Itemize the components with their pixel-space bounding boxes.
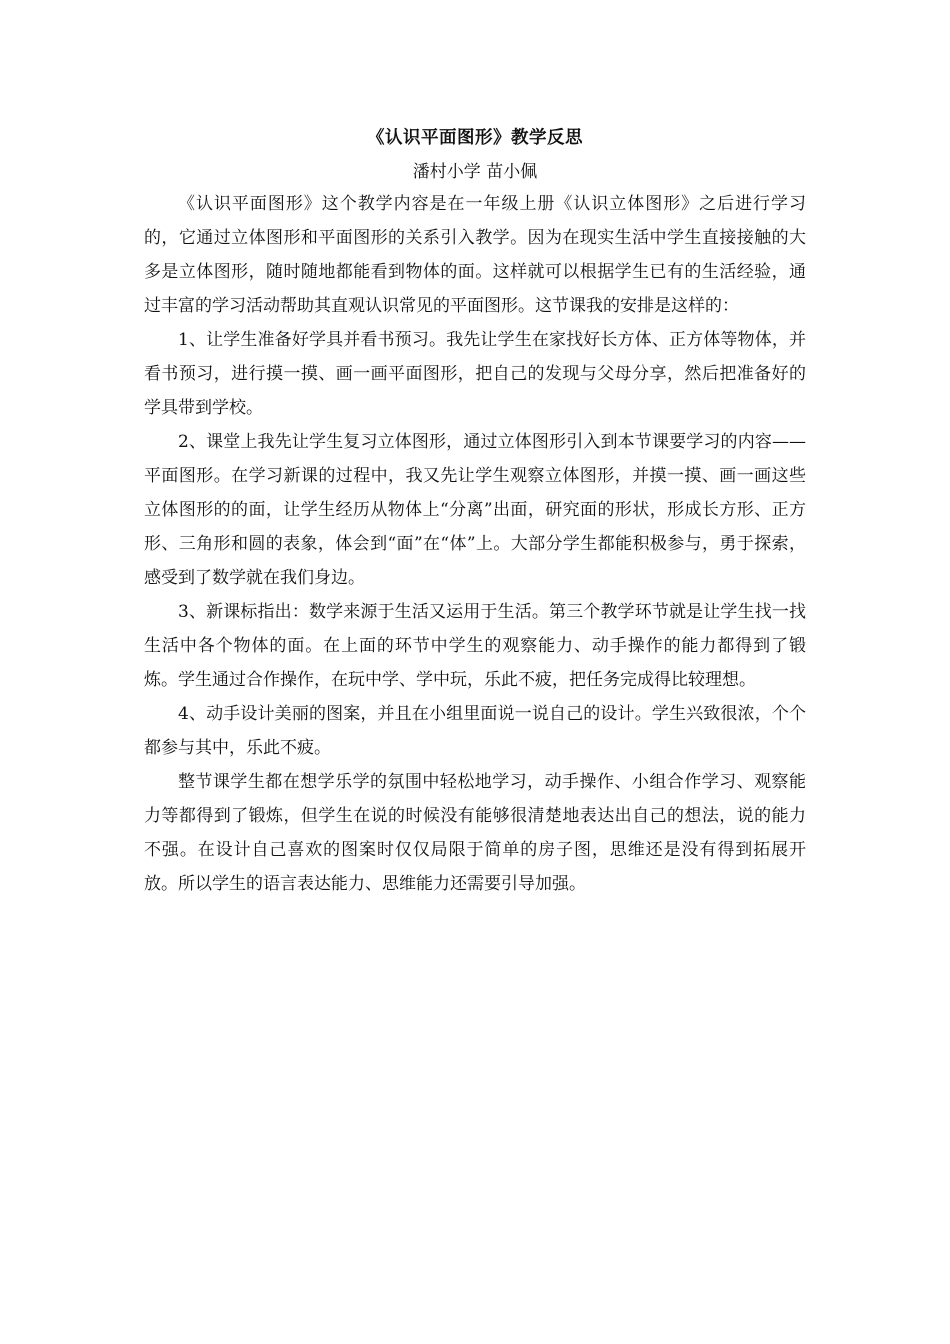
paragraph-step-3: 3、新课标指出：数学来源于生活又运用于生活。第三个教学环节就是让学生找一找生活中各个物体的面。在上面的环节中学生的观察能力、动手操作的能力都得到了锻炼。学生通过合作操作，在玩中学、学中玩，乐此不疲，把任务完成得比较理想。	[144, 602, 806, 690]
paragraph-intro: 《认识平面图形》这个教学内容是在一年级上册《认识立体图形》之后进行学习的，它通过立体图形和平面图形的关系引入教学。因为在现实生活中学生直接接触的大多是立体图形，随时随地都能看到物体的面。这样就可以根据学生已有的生活经验，通过丰富的学习活动帮助其直观认识常见的平面图形。这节课我的安排是这样的：	[144, 194, 806, 316]
document-author: 潘村小学 苗小佩	[412, 162, 538, 182]
paragraph-step-1: 1、让学生准备好学具并看书预习。我先让学生在家找好长方体、正方体等物体，并看书预习，进行摸一摸、画一画平面图形，把自己的发现与父母分享，然后把准备好的学具带到学校。	[144, 330, 806, 418]
document-body	[144, 187, 806, 901]
paragraph-step-4: 4、动手设计美丽的图案，并且在小组里面说一说自己的设计。学生兴致很浓，个个都参与其中，乐此不疲。	[144, 704, 806, 758]
paragraph-summary: 整节课学生都在想学乐学的氛围中轻松地学习，动手操作、小组合作学习、观察能力等都得到了锻炼，但学生在说的时候没有能够很清楚地表达出自己的想法，说的能力不强。在设计自己喜欢的图案时仅仅局限于简单的房子图，思维还是没有得到拓展开放。所以学生的语言表达能力、思维能力还需要引导加强。	[144, 772, 806, 894]
document-title: 《认识平面图形》教学反思	[367, 128, 583, 148]
paragraph-step-2: 2、课堂上我先让学生复习立体图形，通过立体图形引入到本节课要学习的内容——平面图形。在学习新课的过程中，我又先让学生观察立体图形，并摸一摸、画一画这些立体图形的的面，让学生经历从物体上“分离”出面，研究面的形状，形成长方形、正方形、三角形和圆的表象，体会到“面”在“体”上。大部分学生都能积极参与，勇于探索，感受到了数学就在我们身边。	[144, 432, 806, 588]
